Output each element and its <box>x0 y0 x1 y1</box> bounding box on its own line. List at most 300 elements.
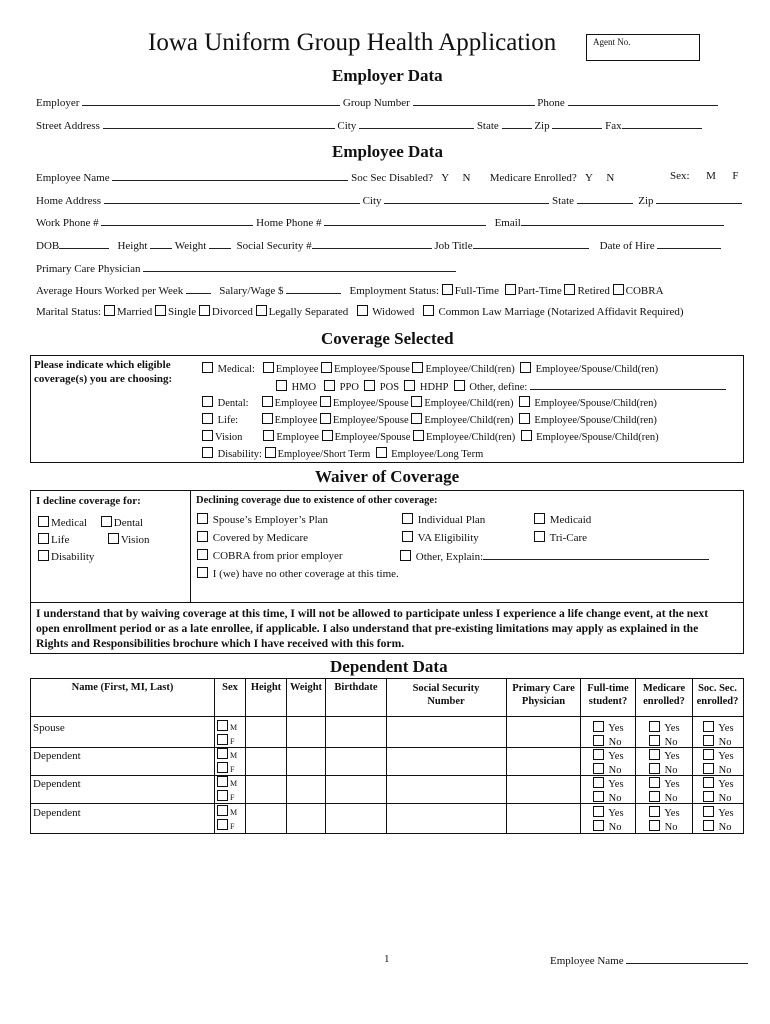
height-field[interactable] <box>150 238 172 249</box>
work-phone-label: Work Phone # <box>36 217 99 229</box>
dental-employee-checkbox[interactable] <box>262 396 273 407</box>
dependent-2-student-no-label: No <box>608 793 622 804</box>
waiver-separator <box>30 602 743 603</box>
dependent-3-student-no-checkbox[interactable] <box>593 820 604 831</box>
dependent-3-f-checkbox[interactable] <box>217 819 228 830</box>
dependent-2-sex <box>217 776 237 804</box>
dependent-1-socsec-no-label: No <box>718 765 732 776</box>
dependent-2-f-label: F <box>230 793 235 802</box>
dependent-2-m-checkbox[interactable] <box>217 776 228 787</box>
decline-vision-checkbox[interactable] <box>108 533 119 544</box>
dependent-3-medicare-yes-label: Yes <box>664 808 680 819</box>
decline-vision-label: Vision <box>120 534 150 546</box>
legally-separated-label: Legally Separated <box>268 306 349 318</box>
decline-life-checkbox[interactable] <box>38 533 49 544</box>
life-spouse-checkbox[interactable] <box>320 413 331 424</box>
employer-field[interactable] <box>82 95 340 106</box>
dependent-2-student-no-checkbox[interactable] <box>593 791 604 802</box>
dependent-3-medicare-no-checkbox[interactable] <box>649 820 660 831</box>
dependent-2-socsec-no-checkbox[interactable] <box>703 791 714 802</box>
soc-sec-disabled-label: Soc Sec Disabled? <box>351 172 433 184</box>
employer-zip-field[interactable] <box>552 118 602 129</box>
dependent-3-socsec <box>703 806 734 834</box>
other-coverage-va <box>402 531 479 544</box>
ppo-label: PPO <box>339 382 359 393</box>
soc-sec-n-option[interactable]: N <box>462 172 471 184</box>
dental-row <box>202 396 657 409</box>
part-time-checkbox[interactable] <box>505 284 516 295</box>
dental-child-label: Employee/Child(ren) <box>424 398 514 409</box>
retired-checkbox[interactable] <box>564 284 575 295</box>
dependent-1-socsec-no-checkbox[interactable] <box>703 763 714 774</box>
sex-m-option[interactable]: M <box>706 170 716 182</box>
employer-city-field[interactable] <box>359 118 474 129</box>
dental-spouse-label: Employee/Spouse <box>332 398 409 409</box>
decline-row-2 <box>38 533 150 546</box>
weight-label: Weight <box>174 240 207 252</box>
declining-due-label: Declining coverage due to existence of other coverage: <box>196 495 438 506</box>
row-label-dependent-1: Dependent <box>33 750 81 762</box>
decline-medical-checkbox[interactable] <box>38 516 49 527</box>
retired-label: Retired <box>577 285 610 297</box>
employment-status-label: Employment Status: <box>349 285 440 297</box>
date-of-hire-field[interactable] <box>657 238 721 249</box>
employer-phone-field[interactable] <box>568 95 718 106</box>
agent-no-field[interactable] <box>586 34 700 61</box>
cobra-prior-label: COBRA from prior employer <box>212 550 343 562</box>
employee-city-label: City <box>362 195 382 207</box>
employer-row-2 <box>36 118 702 132</box>
spouse-socsec-yes-label: Yes <box>718 723 734 734</box>
footer-employee-name <box>550 953 748 967</box>
dependent-1-m-label: M <box>230 751 238 760</box>
dependent-1-medicare <box>649 749 680 777</box>
dependent-1-student-yes-label: Yes <box>608 751 624 762</box>
waiver-statement: I understand that by waiving coverage at this time, I will not be allowed to participate unless I experience a life change event, at the next open enrollment period or as a late enrollee, if applicable. I also understand that pre-existing limitations may apply as explained in the Rights and Responsibilities brochure which I have received with this form. <box>36 607 709 650</box>
dental-spouse-checkbox[interactable] <box>320 396 331 407</box>
dependent-1-medicare-yes-checkbox[interactable] <box>649 749 660 760</box>
dependent-2-m-label: M <box>230 779 238 788</box>
dental-employee-label: Employee <box>274 398 318 409</box>
other-explain-label: Other, Explain: <box>415 551 484 563</box>
life-family-checkbox[interactable] <box>519 413 530 424</box>
life-child-checkbox[interactable] <box>411 413 422 424</box>
cobra-checkbox[interactable] <box>613 284 624 295</box>
employee-zip-label: Zip <box>638 195 654 207</box>
employee-state-label: State <box>552 195 575 207</box>
coverage-instruction: Please indicate which eligible coverage(s) you are choosing: <box>34 359 173 385</box>
life-employee-label: Employee <box>274 415 318 426</box>
social-security-field[interactable] <box>312 238 432 249</box>
marital-status-label: Marital Status: <box>36 306 102 318</box>
spouse-medicare <box>649 721 680 749</box>
dental-family-checkbox[interactable] <box>519 396 530 407</box>
short-term-checkbox[interactable] <box>265 447 276 458</box>
row-label-dependent-2: Dependent <box>33 778 81 790</box>
job-title-label: Job Title <box>434 240 473 252</box>
salary-field[interactable] <box>286 283 341 294</box>
employer-data-heading: Employer Data <box>332 66 443 85</box>
dependent-3-socsec-yes-checkbox[interactable] <box>703 806 714 817</box>
divorced-checkbox[interactable] <box>199 305 210 316</box>
col-birthdate: Birthdate <box>334 682 378 693</box>
dependent-1-student-yes-checkbox[interactable] <box>593 749 604 760</box>
decline-disability-label: Disability <box>51 551 95 563</box>
soc-sec-y-option[interactable]: Y <box>441 172 449 184</box>
medical-employee-checkbox[interactable] <box>263 362 274 373</box>
dependent-2-student <box>593 777 624 805</box>
dependent-1-m-checkbox[interactable] <box>217 748 228 759</box>
footer-employee-name-label: Employee Name <box>550 955 624 967</box>
col-ssn: Social Security Number <box>412 683 480 707</box>
legally-separated-checkbox[interactable] <box>256 305 267 316</box>
sex-label: Sex: <box>670 170 690 182</box>
vision-spouse-label: Employee/Spouse <box>334 432 411 443</box>
dental-checkbox[interactable] <box>202 396 213 407</box>
sex-f-option[interactable]: F <box>732 170 739 182</box>
medicare-n-option[interactable]: N <box>606 172 615 184</box>
spouse-student-yes-checkbox[interactable] <box>593 721 604 732</box>
dependent-2-student-yes-label: Yes <box>608 779 624 790</box>
spouse-socsec-yes-checkbox[interactable] <box>703 721 714 732</box>
vision-spouse-checkbox[interactable] <box>322 430 333 441</box>
dependent-1-sex <box>217 748 237 776</box>
spouse-f-checkbox[interactable] <box>217 734 228 745</box>
home-address-label: Home Address <box>36 195 102 207</box>
long-term-checkbox[interactable] <box>376 447 387 458</box>
spouse-plan-label: Spouse’s Employer’s Plan <box>212 514 329 526</box>
dependent-3-socsec-no-checkbox[interactable] <box>703 820 714 831</box>
col-height: Height <box>250 682 282 693</box>
medical-row <box>202 362 658 375</box>
dependent-1-medicare-no-checkbox[interactable] <box>649 763 660 774</box>
dependent-3-sex <box>217 805 237 833</box>
employee-row-1 <box>36 170 614 184</box>
dependent-2-student-yes-checkbox[interactable] <box>593 777 604 788</box>
married-checkbox[interactable] <box>104 305 115 316</box>
vision-label: Vision <box>215 432 243 443</box>
dependent-2-socsec-no-label: No <box>718 793 732 804</box>
home-address-field[interactable] <box>104 193 360 204</box>
dependent-3-m-label: M <box>230 808 238 817</box>
full-time-checkbox[interactable] <box>442 284 453 295</box>
ppo-checkbox[interactable] <box>324 380 335 391</box>
spouse-socsec-no-checkbox[interactable] <box>703 735 714 746</box>
employer-state-label: State <box>476 120 499 132</box>
dependent-1-f-label: F <box>230 765 235 774</box>
dependent-2-socsec <box>703 777 734 805</box>
medical-spouse-label: Employee/Spouse <box>334 364 410 375</box>
employee-row-2 <box>36 193 742 207</box>
other-coverage-explain <box>400 549 709 563</box>
row-label-dependent-3: Dependent <box>33 807 81 819</box>
other-coverage-tricare <box>534 531 587 544</box>
email-field[interactable] <box>521 215 724 226</box>
hdhp-checkbox[interactable] <box>404 380 415 391</box>
street-address-label: Street Address <box>36 120 100 132</box>
pos-label: POS <box>379 382 400 393</box>
tricare-label: Tri-Care <box>549 532 588 544</box>
spouse-sex <box>217 720 237 748</box>
height-label: Height <box>117 240 148 252</box>
medical-child-label: Employee/Child(ren) <box>425 364 515 375</box>
dependent-2-f-checkbox[interactable] <box>217 790 228 801</box>
group-number-field[interactable] <box>413 95 535 106</box>
dependent-3-medicare-yes-checkbox[interactable] <box>649 806 660 817</box>
medicaid-checkbox[interactable] <box>534 513 545 524</box>
employer-row-1 <box>36 95 718 109</box>
pcp-field[interactable] <box>143 261 456 272</box>
individual-plan-label: Individual Plan <box>417 514 486 526</box>
life-label: Life: <box>217 415 239 426</box>
vision-child-checkbox[interactable] <box>413 430 424 441</box>
medicare-y-option[interactable]: Y <box>585 172 593 184</box>
employer-city-label: City <box>337 120 357 132</box>
dependent-2-medicare-yes-label: Yes <box>664 779 680 790</box>
dependent-2-medicare-no-checkbox[interactable] <box>649 791 660 802</box>
coverage-heading: Coverage Selected <box>321 329 454 348</box>
other-plan-checkbox[interactable] <box>454 380 465 391</box>
employer-label: Employer <box>36 97 80 109</box>
employer-state-field[interactable] <box>502 118 532 129</box>
street-address-field[interactable] <box>103 118 335 129</box>
no-other-coverage-checkbox[interactable] <box>197 567 208 578</box>
spouse-student-no-label: No <box>608 737 622 748</box>
dependent-heading: Dependent Data <box>330 657 448 676</box>
widowed-checkbox[interactable] <box>357 305 368 316</box>
widowed-label: Widowed <box>372 306 415 318</box>
pcp-label: Primary Care Physician <box>36 263 141 275</box>
full-time-label: Full-Time <box>454 285 499 297</box>
vision-family-checkbox[interactable] <box>521 430 532 441</box>
medical-spouse-checkbox[interactable] <box>321 362 332 373</box>
home-phone-label: Home Phone # <box>256 217 322 229</box>
dependent-1-student-no-label: No <box>608 765 622 776</box>
weight-field[interactable] <box>209 238 231 249</box>
no-other-coverage-label: I (we) have no other coverage at this time. <box>212 568 399 580</box>
work-phone-field[interactable] <box>101 215 253 226</box>
pos-checkbox[interactable] <box>364 380 375 391</box>
dependent-2-medicare <box>649 777 680 805</box>
employer-fax-label: Fax <box>605 120 622 132</box>
cobra-prior-checkbox[interactable] <box>197 549 208 560</box>
life-child-label: Employee/Child(ren) <box>424 415 514 426</box>
single-label: Single <box>168 306 197 318</box>
life-employee-checkbox[interactable] <box>262 413 273 424</box>
divorced-label: Divorced <box>211 306 253 318</box>
other-explain-field[interactable] <box>483 549 709 560</box>
col-socsec: Soc. Sec. enrolled? <box>696 683 739 707</box>
covered-medicare-label: Covered by Medicare <box>212 532 309 544</box>
dependent-3-socsec-yes-label: Yes <box>718 808 734 819</box>
life-spouse-label: Employee/Spouse <box>332 415 409 426</box>
vision-employee-label: Employee <box>276 432 319 443</box>
va-checkbox[interactable] <box>402 531 413 542</box>
col-medicare: Medicare enrolled? <box>642 683 686 707</box>
home-phone-field[interactable] <box>324 215 486 226</box>
covered-medicare-checkbox[interactable] <box>197 531 208 542</box>
email-label: Email <box>494 217 521 229</box>
other-coverage-spouse <box>197 513 328 526</box>
spouse-medicare-no-label: No <box>664 737 678 748</box>
dependent-2-medicare-yes-checkbox[interactable] <box>649 777 660 788</box>
col-pcp: Primary Care Physician <box>512 683 575 707</box>
col-name: Name (First, MI, Last) <box>71 682 174 693</box>
dependent-3-medicare-no-label: No <box>664 822 678 833</box>
spouse-plan-checkbox[interactable] <box>197 513 208 524</box>
employee-name-label: Employee Name <box>36 172 110 184</box>
spouse-m-checkbox[interactable] <box>217 720 228 731</box>
spouse-medicare-yes-label: Yes <box>664 723 680 734</box>
married-label: Married <box>116 306 153 318</box>
medical-family-label: Employee/Spouse/Child(ren) <box>535 364 659 375</box>
other-coverage-medicare <box>197 531 308 544</box>
dependent-3-f-label: F <box>230 822 235 831</box>
dependent-3-socsec-no-label: No <box>718 822 732 833</box>
other-coverage-none <box>197 567 399 580</box>
col-student: Full-time student? <box>587 683 629 707</box>
dependent-1-student-no-checkbox[interactable] <box>593 763 604 774</box>
spouse-medicare-yes-checkbox[interactable] <box>649 721 660 732</box>
group-number-label: Group Number <box>342 97 410 109</box>
vision-employee-checkbox[interactable] <box>263 430 274 441</box>
dependent-2-socsec-yes-label: Yes <box>718 779 734 790</box>
vision-row <box>202 430 659 443</box>
medical-employee-label: Employee <box>275 364 319 375</box>
spouse-socsec-no-label: No <box>718 737 732 748</box>
spouse-f-label: F <box>230 737 235 746</box>
employee-zip-field[interactable] <box>656 193 742 204</box>
employee-row-7 <box>36 305 684 318</box>
employee-state-field[interactable] <box>577 193 633 204</box>
spouse-student-yes-label: Yes <box>608 723 624 734</box>
tricare-checkbox[interactable] <box>534 531 545 542</box>
employee-data-heading: Employee Data <box>332 142 443 161</box>
dependent-1-socsec-yes-checkbox[interactable] <box>703 749 714 760</box>
spouse-student <box>593 721 624 749</box>
dependent-2-socsec-yes-checkbox[interactable] <box>703 777 714 788</box>
dependent-2-medicare-no-label: No <box>664 793 678 804</box>
dependent-1-socsec-yes-label: Yes <box>718 751 734 762</box>
vision-family-label: Employee/Spouse/Child(ren) <box>536 432 659 443</box>
va-label: VA Eligibility <box>417 532 479 544</box>
dental-family-label: Employee/Spouse/Child(ren) <box>534 398 657 409</box>
dependent-3-m-checkbox[interactable] <box>217 805 228 816</box>
medical-checkbox[interactable] <box>202 362 213 373</box>
footer-employee-name-field[interactable] <box>626 953 748 964</box>
dependent-3-student-yes-label: Yes <box>608 808 624 819</box>
decline-disability-checkbox[interactable] <box>38 550 49 561</box>
dental-child-checkbox[interactable] <box>411 396 422 407</box>
spouse-student-no-checkbox[interactable] <box>593 735 604 746</box>
decline-medical-label: Medical <box>51 517 88 529</box>
vision-child-label: Employee/Child(ren) <box>426 432 516 443</box>
medical-family-checkbox[interactable] <box>520 362 531 373</box>
dependent-3-student-yes-checkbox[interactable] <box>593 806 604 817</box>
spouse-socsec <box>703 721 734 749</box>
page-number: 1 <box>384 953 390 965</box>
decline-dental-checkbox[interactable] <box>101 516 112 527</box>
dependent-1-student <box>593 749 624 777</box>
long-term-label: Employee/Long Term <box>391 449 484 460</box>
other-explain-checkbox[interactable] <box>400 550 411 561</box>
employer-fax-field[interactable] <box>622 118 702 129</box>
dependent-1-socsec <box>703 749 734 777</box>
avg-hours-field[interactable] <box>186 283 211 294</box>
employee-row-4 <box>36 238 721 252</box>
medicare-enrolled-label: Medicare Enrolled? <box>489 172 577 184</box>
other-coverage-individual <box>402 513 485 526</box>
employee-row-5 <box>36 261 456 275</box>
dependent-3-student <box>593 806 624 834</box>
waiver-heading: Waiver of Coverage <box>315 467 460 486</box>
life-row <box>202 413 657 426</box>
common-law-checkbox[interactable] <box>423 305 434 316</box>
employer-zip-label: Zip <box>534 120 550 132</box>
hmo-label: HMO <box>291 382 317 393</box>
form-title: Iowa Uniform Group Health Application <box>148 29 557 56</box>
dob-field[interactable] <box>59 238 109 249</box>
employer-phone-label: Phone <box>537 97 565 109</box>
life-checkbox[interactable] <box>202 413 213 424</box>
medical-label: Medical: <box>217 364 255 375</box>
medical-child-checkbox[interactable] <box>412 362 423 373</box>
life-family-label: Employee/Spouse/Child(ren) <box>534 415 657 426</box>
vision-checkbox[interactable] <box>202 430 213 441</box>
row-label-spouse: Spouse <box>33 722 65 734</box>
other-coverage-cobra <box>197 549 343 562</box>
disability-row <box>202 447 483 460</box>
col-sex: Sex <box>222 682 238 693</box>
salary-label: Salary/Wage $ <box>219 285 284 297</box>
avg-hours-label: Average Hours Worked per Week <box>36 285 184 297</box>
job-title-field[interactable] <box>473 238 589 249</box>
cobra-label: COBRA <box>625 285 664 297</box>
medicaid-label: Medicaid <box>549 514 592 526</box>
social-security-label: Social Security # <box>236 240 312 252</box>
spouse-m-label: M <box>230 723 238 732</box>
employee-row-3 <box>36 215 724 229</box>
decline-row-1 <box>38 516 143 529</box>
individual-plan-checkbox[interactable] <box>402 513 413 524</box>
sex-selector <box>670 170 738 182</box>
short-term-label: Employee/Short Term <box>277 449 371 460</box>
spouse-medicare-no-checkbox[interactable] <box>649 735 660 746</box>
employee-name-field[interactable] <box>112 170 348 181</box>
employee-city-field[interactable] <box>384 193 549 204</box>
hmo-checkbox[interactable] <box>276 380 287 391</box>
other-define-field[interactable] <box>530 379 726 390</box>
disability-checkbox[interactable] <box>202 447 213 458</box>
dependent-1-medicare-no-label: No <box>664 765 678 776</box>
dependent-3-medicare <box>649 806 680 834</box>
col-weight: Weight <box>289 682 323 693</box>
waiver-divider <box>190 490 191 602</box>
single-checkbox[interactable] <box>155 305 166 316</box>
date-of-hire-label: Date of Hire <box>599 240 655 252</box>
other-define-label: Other, define: <box>469 382 528 393</box>
part-time-label: Part-Time <box>517 285 562 297</box>
employee-row-6 <box>36 283 664 297</box>
dependent-1-f-checkbox[interactable] <box>217 762 228 773</box>
dependent-3-student-no-label: No <box>608 822 622 833</box>
dob-label: DOB <box>36 240 60 252</box>
decline-for-label: I decline coverage for: <box>36 495 141 507</box>
decline-dental-label: Dental <box>113 517 144 529</box>
plan-type-row <box>276 379 726 393</box>
hdhp-label: HDHP <box>419 382 449 393</box>
dental-label: Dental: <box>217 398 249 409</box>
